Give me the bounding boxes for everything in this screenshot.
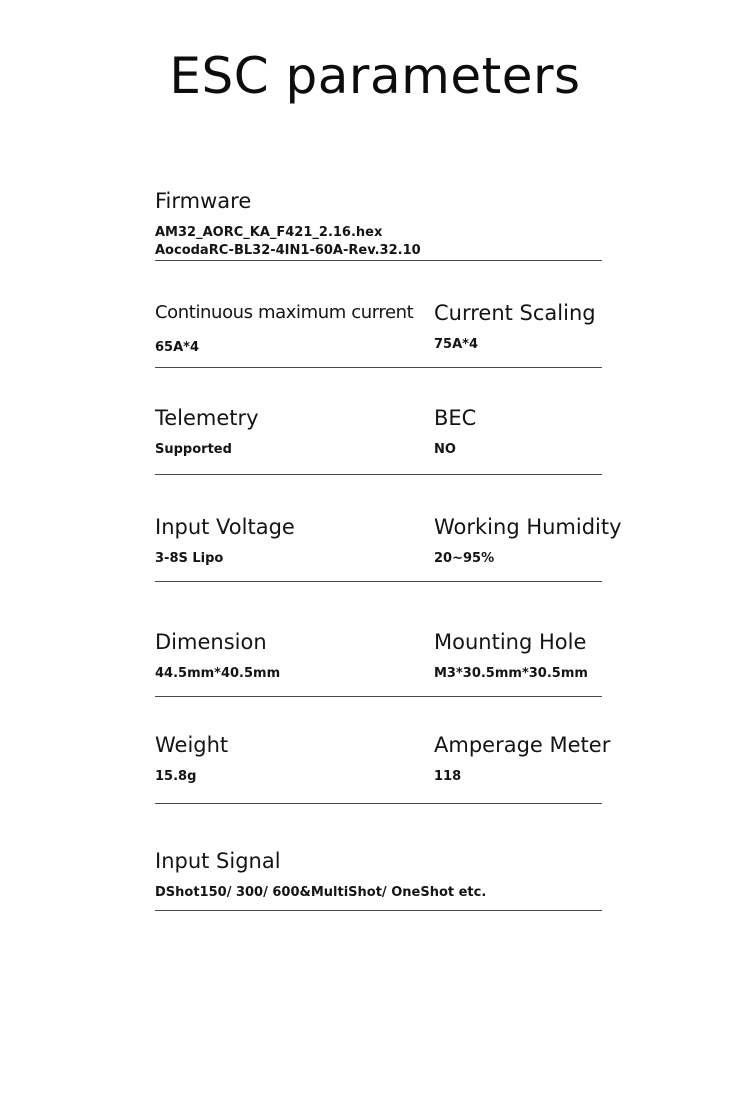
- divider: [155, 474, 602, 475]
- spec-current-scaling: [434, 300, 596, 354]
- spec-value: 15.8g: [155, 769, 197, 784]
- page-title: ESC parameters: [169, 47, 581, 105]
- spec-value: AocodaRC-BL32-4IN1-60A-Rev.32.10: [155, 243, 421, 258]
- divider: [155, 581, 602, 582]
- spec-working-humidity: [434, 514, 622, 568]
- spec-label: Mounting Hole: [434, 630, 587, 654]
- spec-value: 65A*4: [155, 340, 199, 355]
- spec-value: NO: [434, 442, 456, 457]
- divider: [155, 260, 602, 261]
- spec-bec: [434, 405, 476, 459]
- spec-value: 20~95%: [434, 551, 495, 566]
- spec-continuous-current: [155, 300, 413, 357]
- spec-value: 118: [434, 769, 462, 784]
- spec-label: Firmware: [155, 189, 252, 213]
- spec-input-signal: [155, 848, 486, 902]
- spec-firmware: [155, 188, 421, 260]
- spec-dimension: [155, 629, 280, 683]
- spec-label: BEC: [434, 406, 477, 430]
- spec-amperage-meter: [434, 732, 610, 786]
- spec-value: DShot150/ 300/ 600&MultiShot/ OneShot etc.: [155, 885, 487, 900]
- spec-label: Weight: [155, 733, 229, 757]
- spec-label: Telemetry: [155, 406, 259, 430]
- spec-label: Dimension: [155, 630, 267, 654]
- spec-label: Current Scaling: [434, 301, 596, 325]
- spec-mounting-hole: [434, 629, 588, 683]
- spec-value: 3-8S Lipo: [155, 551, 224, 566]
- spec-label: Input Voltage: [155, 515, 295, 539]
- divider: [155, 910, 602, 911]
- divider: [155, 803, 602, 804]
- spec-weight: [155, 732, 228, 786]
- spec-telemetry: [155, 405, 259, 459]
- spec-label: Working Humidity: [434, 515, 622, 539]
- spec-label: Input Signal: [155, 849, 281, 873]
- spec-value: Supported: [155, 442, 232, 457]
- spec-value: 44.5mm*40.5mm: [155, 666, 281, 681]
- spec-label: Continuous maximum current: [155, 302, 414, 323]
- spec-value: AM32_AORC_KA_F421_2.16.hex: [155, 225, 383, 240]
- spec-value: 75A*4: [434, 337, 478, 352]
- divider: [155, 367, 602, 368]
- spec-label: Amperage Meter: [434, 733, 611, 757]
- spec-value: M3*30.5mm*30.5mm: [434, 666, 588, 681]
- divider: [155, 696, 602, 697]
- spec-input-voltage: [155, 514, 295, 568]
